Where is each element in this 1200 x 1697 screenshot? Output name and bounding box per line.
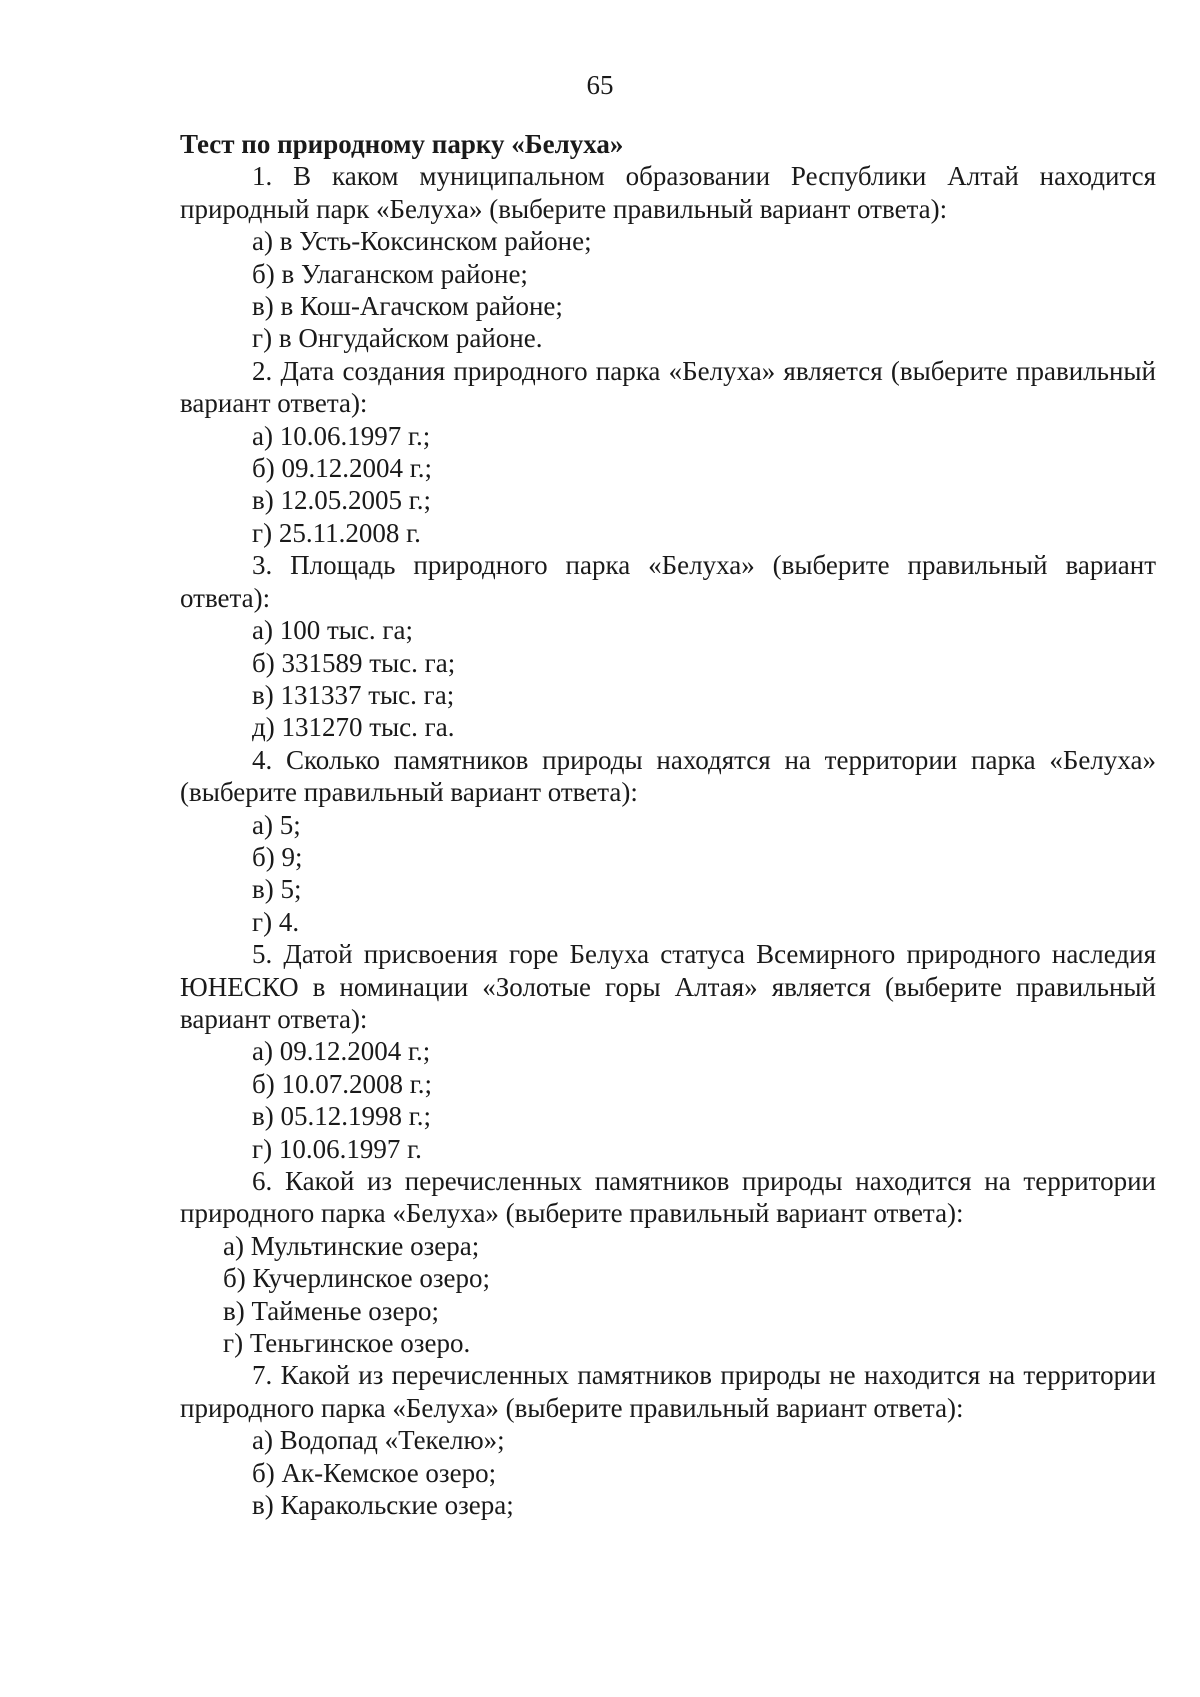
- answer-option: а) 100 тыс. га;: [252, 615, 413, 646]
- answer-option: в) 131337 тыс. га;: [252, 679, 455, 710]
- answer-option: б) Ак-Кемское озеро;: [252, 1457, 497, 1488]
- answer-option: в) 05.12.1998 г.;: [252, 1101, 432, 1132]
- answer-option: г) Теньгинское озеро.: [223, 1328, 471, 1359]
- page-number: 65: [586, 70, 614, 100]
- question-2: 2. Дата создания природного парка «Белуха» является (выберите правильный вариант ответа):: [180, 355, 1156, 419]
- answer-option: б) Кучерлинское озеро;: [223, 1263, 490, 1294]
- answer-option: а) Водопад «Текелю»;: [252, 1425, 505, 1456]
- question-4: 4. Сколько памятников природы находятся на территории парка «Белуха» (выберите правильный вариант ответа):: [180, 744, 1156, 808]
- answer-option: а) в Усть-Коксинском районе;: [252, 226, 592, 257]
- answer-option: г) 10.06.1997 г.: [252, 1133, 422, 1164]
- question-1: 1. В каком муниципальном образовании Республики Алтай находится природный парк «Белуха» (выберите правильный вариант ответа):: [180, 161, 1156, 224]
- answer-option: а) Мультинские озера;: [223, 1230, 480, 1261]
- answer-option: в) Каракольские озера;: [252, 1490, 514, 1521]
- answer-option: а) 09.12.2004 г.;: [252, 1036, 431, 1067]
- question-3: 3. Площадь природного парка «Белуха» (выберите правильный вариант ответа):: [180, 550, 1156, 613]
- answer-option: в) Тайменье озеро;: [223, 1295, 439, 1326]
- document-body: [180, 128, 1156, 1521]
- answer-option: в) 5;: [252, 874, 302, 905]
- document-title: Тест по природному парку «Белуха»: [180, 129, 624, 159]
- answer-option: б) 10.07.2008 г.;: [252, 1068, 433, 1099]
- answer-option: б) в Улаганском районе;: [252, 258, 528, 289]
- answer-option: б) 09.12.2004 г.;: [252, 453, 433, 484]
- answer-option: а) 10.06.1997 г.;: [252, 420, 431, 451]
- answer-option: в) в Кош-Агачском районе;: [252, 291, 563, 322]
- answer-option: а) 5;: [252, 809, 301, 840]
- question-6: 6. Какой из перечисленных памятников природы находится на территории природного парка «Белуха» (выберите правильный вариант ответа):: [180, 1166, 1156, 1229]
- answer-option: б) 331589 тыс. га;: [252, 647, 456, 678]
- answer-option: д) 131270 тыс. га.: [252, 712, 455, 743]
- answer-option: г) 4.: [252, 906, 300, 937]
- question-7: 7. Какой из перечисленных памятников природы не находится на территории природного парка «Белуха» (выберите правильный вариант ответа):: [180, 1360, 1156, 1423]
- answer-option: г) 25.11.2008 г.: [252, 517, 421, 548]
- question-5: 5. Датой присвоения горе Белуха статуса Всемирного природного наследия ЮНЕСКО в номинации «Золотые горы Алтая» является (выберите правильный вариант ответа):: [180, 939, 1156, 1034]
- answer-option: б) 9;: [252, 841, 303, 872]
- answer-option: г) в Онгудайском районе.: [252, 323, 543, 354]
- answer-option: в) 12.05.2005 г.;: [252, 485, 432, 516]
